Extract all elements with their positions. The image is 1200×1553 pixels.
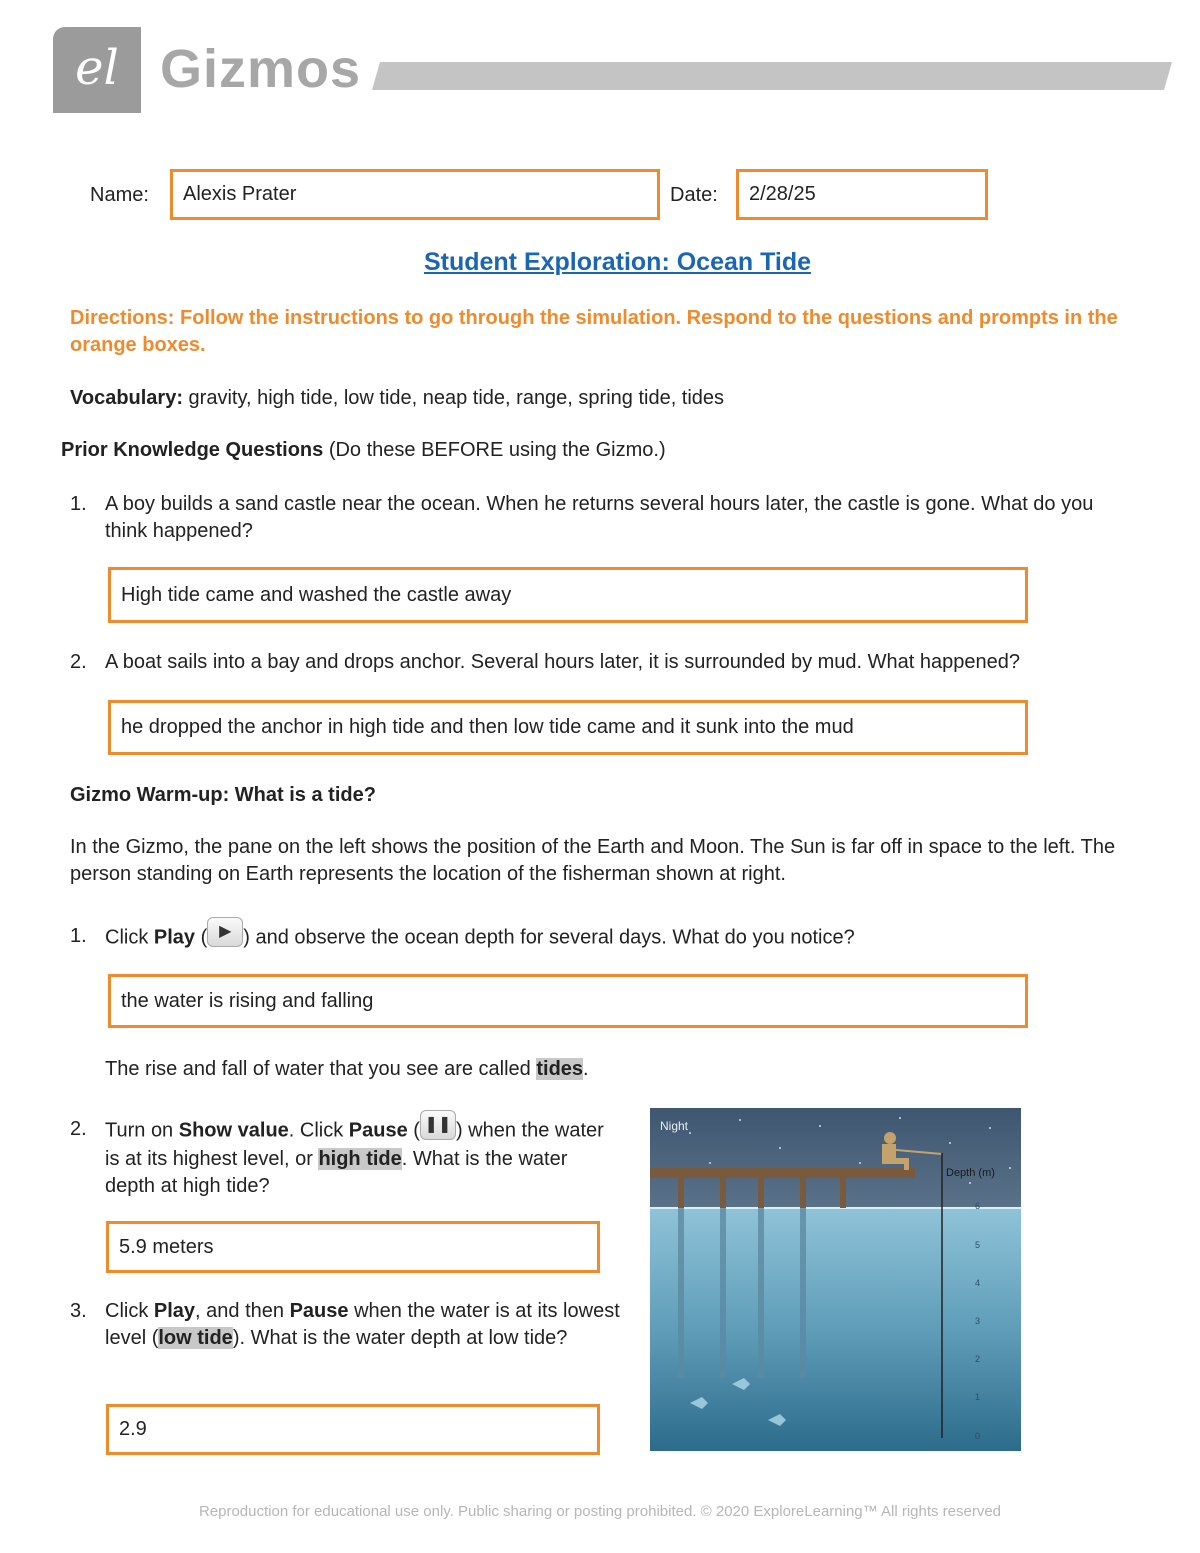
brand-name: Gizmos: [160, 39, 362, 99]
logo-icon: el: [75, 40, 119, 96]
text-run: . What is the water depth at high tide?: [105, 1148, 568, 1197]
text-run: Turn on: [105, 1119, 179, 1142]
answer-box[interactable]: High tide came and washed the castle away: [108, 567, 1028, 623]
play-icon: ▶: [207, 917, 243, 947]
vocabulary-text: gravity, high tide, low tide, neap tide, range, spring tide, tides: [183, 387, 725, 409]
question-text: [105, 1116, 620, 1200]
text-run: (: [407, 1119, 420, 1142]
tick-label: 3: [975, 1316, 981, 1326]
question-number: 1.: [70, 493, 87, 515]
text-run: Click: [105, 926, 154, 949]
water: [650, 1208, 1021, 1451]
name-field[interactable]: Alexis Prater: [170, 169, 660, 220]
question-number: 2.: [70, 1118, 87, 1140]
answer-box[interactable]: 5.9 meters: [106, 1221, 600, 1273]
question-text: [105, 1298, 625, 1352]
answer-box[interactable]: 2.9: [106, 1404, 600, 1455]
warmup-intro: In the Gizmo, the pane on the left shows the position of the Earth and Moon. The Sun is far off in space to the left. The person standing on Earth represents the location of the fisherman shown at right.: [70, 836, 1116, 885]
tick-label: 6: [975, 1201, 981, 1211]
play-term: Play: [153, 926, 196, 949]
high-tide-term: high tide: [318, 1148, 402, 1170]
depth-label: Depth (m): [946, 1167, 995, 1179]
tick-label: 1: [975, 1392, 981, 1402]
prior-heading-label: Prior Knowledge Questions: [61, 439, 324, 461]
night-sky: [650, 1108, 1021, 1208]
question-number: 3.: [70, 1300, 87, 1322]
question-number: 2.: [70, 651, 87, 673]
footer-copyright: Reproduction for educational use only. Public sharing or posting prohibited. © 2020 ExploreLearning™ All rights reserved: [198, 1503, 1002, 1520]
text-run: Click: [105, 1300, 154, 1322]
pause-icon: ❚❚: [420, 1110, 456, 1140]
name-label: Name:: [90, 184, 149, 206]
header-bar: [372, 62, 1172, 90]
text-run: , and then: [195, 1300, 290, 1322]
prior-knowledge-heading: [61, 437, 1121, 464]
pause-term: Pause: [348, 1119, 408, 1142]
text-run: .: [583, 1058, 589, 1080]
tick-label: 4: [975, 1278, 981, 1288]
pause-term: Pause: [289, 1300, 349, 1322]
question-text: A boy builds a sand castle near the ocean. When he returns several hours later, the castle is gone. What do you think happened?: [105, 493, 1094, 542]
answer-box[interactable]: the water is rising and falling: [108, 974, 1028, 1028]
question-text: A boat sails into a bay and drops anchor. Several hours later, it is surrounded by mud. What happened?: [105, 651, 1021, 673]
tides-sentence: [105, 1056, 589, 1083]
date-field[interactable]: 2/28/25: [736, 169, 988, 220]
tides-term: tides: [536, 1058, 584, 1080]
answer-box[interactable]: he dropped the anchor in high tide and then low tide came and it sunk into the mud: [108, 700, 1028, 755]
question-number: 1.: [70, 925, 87, 947]
low-tide-term: low tide: [158, 1327, 233, 1349]
ocean-tide-simulation-image: [650, 1108, 1021, 1451]
text-run: . Click: [288, 1119, 349, 1142]
vocabulary: [70, 385, 1130, 412]
question-text: [105, 923, 1120, 953]
text-run: The rise and fall of water that you see are called: [105, 1058, 537, 1080]
tick-label: 0: [975, 1431, 981, 1441]
prior-heading-note: (Do these BEFORE using the Gizmo.): [323, 439, 666, 461]
warmup-heading: Gizmo Warm-up: What is a tide?: [70, 784, 376, 806]
page-title: Student Exploration: Ocean Tide: [423, 248, 812, 276]
text-run: ) when the water is at its highest level, or: [105, 1119, 604, 1170]
vocabulary-label: Vocabulary:: [70, 387, 183, 409]
text-run: when the water is at its lowest level (: [105, 1300, 620, 1349]
date-label: Date:: [670, 184, 718, 206]
tick-label: 5: [975, 1240, 981, 1250]
play-term: Play: [153, 1300, 196, 1322]
text-run: ). What is the water depth at low tide?: [232, 1327, 568, 1349]
night-label: Night: [660, 1119, 689, 1133]
text-run: (: [195, 926, 208, 949]
directions: Directions: Follow the instructions to go through the simulation. Respond to the questions and prompts in the orange boxes.: [70, 307, 1118, 356]
tick-label: 2: [975, 1354, 981, 1364]
text-run: ) and observe the ocean depth for several days. What do you notice?: [243, 926, 855, 949]
show-value-term: Show value: [178, 1119, 289, 1142]
